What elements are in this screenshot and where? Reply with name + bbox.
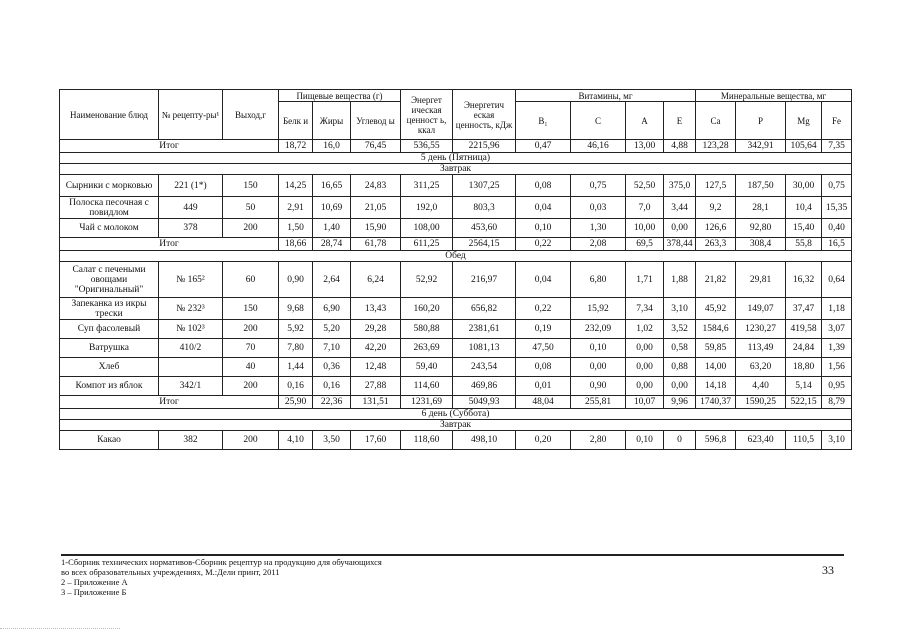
dish-value: 0,22 — [516, 298, 571, 320]
dish-value: 2381,61 — [453, 320, 516, 339]
header-nutrients: Пищевые вещества (г) — [279, 90, 401, 102]
total-value: 9,96 — [664, 396, 696, 409]
section-label: Обед — [60, 251, 852, 262]
dish-value: 1,71 — [626, 262, 664, 298]
dish-recipe — [159, 358, 223, 377]
dish-value: 45,92 — [696, 298, 736, 320]
dish-value: 126,6 — [696, 219, 736, 238]
total-value: 22,36 — [313, 396, 351, 409]
dish-value: 14,00 — [696, 358, 736, 377]
dish-value: 243,54 — [453, 358, 516, 377]
dish-value: 1,88 — [664, 262, 696, 298]
total-value: 536,55 — [401, 140, 453, 153]
dish-value: 1,44 — [279, 358, 313, 377]
total-value: 16,0 — [313, 140, 351, 153]
dish-value: 30,00 — [786, 175, 822, 197]
dish-value: 108,00 — [401, 219, 453, 238]
dish-value: 24,84 — [786, 339, 822, 358]
dish-value: 419,58 — [786, 320, 822, 339]
dish-value: 0,04 — [516, 197, 571, 219]
dish-value: 0,16 — [313, 377, 351, 396]
dish-value: 0,10 — [516, 219, 571, 238]
table-row — [60, 219, 852, 238]
dish-value: 0,95 — [822, 377, 852, 396]
total-value: 25,90 — [279, 396, 313, 409]
dish-value: 92,80 — [736, 219, 786, 238]
dish-value: 0,01 — [516, 377, 571, 396]
dish-value: 7,0 — [626, 197, 664, 219]
dish-yield: 150 — [223, 175, 279, 197]
dish-value: 9,2 — [696, 197, 736, 219]
dish-value: 0,00 — [626, 339, 664, 358]
dish-value: 596,8 — [696, 431, 736, 450]
dish-recipe: № 232³ — [159, 298, 223, 320]
header-e: Е — [664, 102, 696, 140]
dish-value: 0,75 — [822, 175, 852, 197]
dish-value: 0,90 — [571, 377, 626, 396]
header-yield: Выход,г — [223, 90, 279, 140]
total-value: 16,5 — [822, 238, 852, 251]
dish-value: 192,0 — [401, 197, 453, 219]
dish-value: 29,81 — [736, 262, 786, 298]
header-row-1 — [60, 90, 852, 102]
header-kj: Энергетич еская ценность, кДж — [453, 90, 516, 140]
header-ca: Са — [696, 102, 736, 140]
dish-name: Какао — [60, 431, 159, 450]
dish-value: 1584,6 — [696, 320, 736, 339]
dish-value: 52,92 — [401, 262, 453, 298]
section-label: 5 день (Пятница) — [60, 153, 852, 164]
header-fe: Fe — [822, 102, 852, 140]
page-number: 33 — [822, 563, 834, 577]
total-value: 1740,37 — [696, 396, 736, 409]
total-value: 18,72 — [279, 140, 313, 153]
dish-yield: 40 — [223, 358, 279, 377]
dish-value: 0,36 — [313, 358, 351, 377]
dish-value: 15,90 — [351, 219, 401, 238]
dish-yield: 50 — [223, 197, 279, 219]
section-row — [60, 409, 852, 420]
dish-value: 127,5 — [696, 175, 736, 197]
footnote-1-cont: во всех образовательных учреждениях, М.:Дели принт, 2011 — [61, 567, 280, 577]
dish-value: 469,86 — [453, 377, 516, 396]
dish-value: 0,40 — [822, 219, 852, 238]
dish-value: 1307,25 — [453, 175, 516, 197]
dish-value: 3,07 — [822, 320, 852, 339]
dish-recipe: 449 — [159, 197, 223, 219]
dish-value: 110,5 — [786, 431, 822, 450]
footnote-3: 3 – Приложение Б — [61, 587, 127, 597]
dish-value: 1,30 — [571, 219, 626, 238]
dish-value: 37,47 — [786, 298, 822, 320]
dish-value: 24,83 — [351, 175, 401, 197]
dish-value: 0,00 — [571, 358, 626, 377]
total-row — [60, 140, 852, 153]
header-vitamins: Витамины, мг — [516, 90, 696, 102]
dish-value: 5,14 — [786, 377, 822, 396]
total-value: 28,74 — [313, 238, 351, 251]
dish-value: 7,34 — [626, 298, 664, 320]
header-a: А — [626, 102, 664, 140]
table-row — [60, 358, 852, 377]
dish-value: 580,88 — [401, 320, 453, 339]
dish-recipe: 410/2 — [159, 339, 223, 358]
dish-recipe: 221 (1*) — [159, 175, 223, 197]
dish-value: 0,88 — [664, 358, 696, 377]
dish-value: 59,85 — [696, 339, 736, 358]
table-row — [60, 320, 852, 339]
dish-value: 0,10 — [571, 339, 626, 358]
dish-value: 0,08 — [516, 175, 571, 197]
dish-recipe: 382 — [159, 431, 223, 450]
dish-value: 160,20 — [401, 298, 453, 320]
dish-value: 3,10 — [664, 298, 696, 320]
dish-value: 3,10 — [822, 431, 852, 450]
total-value: 378,44 — [664, 238, 696, 251]
total-value: 1590,25 — [736, 396, 786, 409]
dish-value: 2,91 — [279, 197, 313, 219]
dish-yield: 60 — [223, 262, 279, 298]
header-kcal: Энергет ическая ценност ь, ккал — [401, 90, 453, 140]
dish-value: 656,82 — [453, 298, 516, 320]
dish-value: 15,35 — [822, 197, 852, 219]
footnote-rule — [61, 554, 844, 556]
dish-value: 803,3 — [453, 197, 516, 219]
dish-yield: 200 — [223, 431, 279, 450]
dish-value: 623,40 — [736, 431, 786, 450]
dish-value: 10,4 — [786, 197, 822, 219]
total-value: 611,25 — [401, 238, 453, 251]
total-row — [60, 238, 852, 251]
dish-value: 4,10 — [279, 431, 313, 450]
total-value: 46,16 — [571, 140, 626, 153]
dish-name: Компот из яблок — [60, 377, 159, 396]
dish-value: 0,10 — [626, 431, 664, 450]
total-row — [60, 396, 852, 409]
dish-value: 0,20 — [516, 431, 571, 450]
dish-value: 1,40 — [313, 219, 351, 238]
dish-value: 498,10 — [453, 431, 516, 450]
dish-value: 1081,13 — [453, 339, 516, 358]
dish-value: 0,90 — [279, 262, 313, 298]
dish-value: 1,39 — [822, 339, 852, 358]
total-label: Итог — [60, 140, 279, 153]
dish-value: 113,49 — [736, 339, 786, 358]
header-minerals: Минеральные вещества, мг — [696, 90, 852, 102]
header-recipe: № рецепту-ры¹ — [159, 90, 223, 140]
total-value: 2564,15 — [453, 238, 516, 251]
dish-value: 187,50 — [736, 175, 786, 197]
nutrition-table — [59, 89, 852, 450]
dish-value: 0,64 — [822, 262, 852, 298]
dish-value: 3,50 — [313, 431, 351, 450]
dish-value: 21,05 — [351, 197, 401, 219]
dish-value: 2,80 — [571, 431, 626, 450]
dish-value: 0,08 — [516, 358, 571, 377]
header-carbs: Углевод ы — [351, 102, 401, 140]
dish-value: 3,52 — [664, 320, 696, 339]
dish-value: 1,50 — [279, 219, 313, 238]
dish-value: 6,80 — [571, 262, 626, 298]
table-row — [60, 339, 852, 358]
total-value: 76,45 — [351, 140, 401, 153]
total-value: 55,8 — [786, 238, 822, 251]
header-dish-name: Наименование блюд — [60, 90, 159, 140]
dish-recipe: № 165² — [159, 262, 223, 298]
total-value: 48,04 — [516, 396, 571, 409]
total-value: 7,35 — [822, 140, 852, 153]
table-row — [60, 262, 852, 298]
dish-value: 5,20 — [313, 320, 351, 339]
dish-value: 27,88 — [351, 377, 401, 396]
total-label: Итог — [60, 238, 279, 251]
dish-value: 18,80 — [786, 358, 822, 377]
dish-value: 0,58 — [664, 339, 696, 358]
total-value: 342,91 — [736, 140, 786, 153]
dish-yield: 200 — [223, 320, 279, 339]
total-value: 2,08 — [571, 238, 626, 251]
dish-value: 0 — [664, 431, 696, 450]
total-value: 1231,69 — [401, 396, 453, 409]
dish-value: 0,00 — [664, 377, 696, 396]
dish-name: Полоска песочная с повидлом — [60, 197, 159, 219]
total-value: 131,51 — [351, 396, 401, 409]
dish-value: 59,40 — [401, 358, 453, 377]
dish-value: 232,09 — [571, 320, 626, 339]
dish-recipe: 378 — [159, 219, 223, 238]
table-row — [60, 377, 852, 396]
dish-value: 1,56 — [822, 358, 852, 377]
dish-value: 17,60 — [351, 431, 401, 450]
dish-value: 0,00 — [664, 219, 696, 238]
dish-value: 6,90 — [313, 298, 351, 320]
dish-value: 375,0 — [664, 175, 696, 197]
dish-value: 15,92 — [571, 298, 626, 320]
dish-recipe: 342/1 — [159, 377, 223, 396]
dish-value: 14,25 — [279, 175, 313, 197]
dish-value: 7,80 — [279, 339, 313, 358]
section-label: Завтрак — [60, 420, 852, 431]
table-row — [60, 175, 852, 197]
table-row — [60, 298, 852, 320]
section-label: Завтрак — [60, 164, 852, 175]
dish-value: 118,60 — [401, 431, 453, 450]
dish-name: Салат с печеными овощами "Оригинальный" — [60, 262, 159, 298]
dish-value: 29,28 — [351, 320, 401, 339]
total-value: 4,88 — [664, 140, 696, 153]
total-value: 5049,93 — [453, 396, 516, 409]
dish-value: 63,20 — [736, 358, 786, 377]
dish-value: 0,00 — [626, 358, 664, 377]
dish-value: 1,18 — [822, 298, 852, 320]
dish-value: 114,60 — [401, 377, 453, 396]
dish-value: 10,00 — [626, 219, 664, 238]
dish-value: 216,97 — [453, 262, 516, 298]
dish-value: 16,65 — [313, 175, 351, 197]
dish-value: 311,25 — [401, 175, 453, 197]
total-value: 61,78 — [351, 238, 401, 251]
dish-yield: 200 — [223, 219, 279, 238]
total-value: 2215,96 — [453, 140, 516, 153]
section-row — [60, 251, 852, 262]
total-value: 8,79 — [822, 396, 852, 409]
dish-value: 0,75 — [571, 175, 626, 197]
dish-value: 28,1 — [736, 197, 786, 219]
dish-value: 9,68 — [279, 298, 313, 320]
dish-name: Суп фасолевый — [60, 320, 159, 339]
header-p: Р — [736, 102, 786, 140]
total-value: 123,28 — [696, 140, 736, 153]
dish-yield: 70 — [223, 339, 279, 358]
total-value: 10,07 — [626, 396, 664, 409]
section-row — [60, 153, 852, 164]
dish-value: 52,50 — [626, 175, 664, 197]
dish-name: Запеканка из икры трески — [60, 298, 159, 320]
total-label: Итог — [60, 396, 279, 409]
dish-value: 16,32 — [786, 262, 822, 298]
dish-value: 4,40 — [736, 377, 786, 396]
total-value: 263,3 — [696, 238, 736, 251]
dish-name: Хлеб — [60, 358, 159, 377]
total-value: 18,66 — [279, 238, 313, 251]
dish-value: 21,82 — [696, 262, 736, 298]
dish-value: 0,03 — [571, 197, 626, 219]
dish-value: 6,24 — [351, 262, 401, 298]
header-b1: В₁ — [516, 102, 571, 140]
section-row — [60, 164, 852, 175]
total-value: 13,00 — [626, 140, 664, 153]
dish-name: Чай с молоком — [60, 219, 159, 238]
dish-value: 0,19 — [516, 320, 571, 339]
dish-value: 0,16 — [279, 377, 313, 396]
dish-value: 13,43 — [351, 298, 401, 320]
scan-artifact — [0, 628, 120, 633]
dish-value: 14,18 — [696, 377, 736, 396]
header-fat: Жиры — [313, 102, 351, 140]
dish-value: 2,64 — [313, 262, 351, 298]
table-row — [60, 431, 852, 450]
dish-value: 47,50 — [516, 339, 571, 358]
dish-value: 3,44 — [664, 197, 696, 219]
dish-name: Ватрушка — [60, 339, 159, 358]
dish-value: 263,69 — [401, 339, 453, 358]
header-c: С — [571, 102, 626, 140]
dish-value: 453,60 — [453, 219, 516, 238]
table-row — [60, 197, 852, 219]
total-value: 105,64 — [786, 140, 822, 153]
total-value: 0,22 — [516, 238, 571, 251]
dish-yield: 150 — [223, 298, 279, 320]
footnote-2: 2 – Приложение А — [61, 577, 128, 587]
dish-value: 15,40 — [786, 219, 822, 238]
total-value: 522,15 — [786, 396, 822, 409]
dish-value: 0,00 — [626, 377, 664, 396]
dish-name: Сырники с морковью — [60, 175, 159, 197]
total-value: 0,47 — [516, 140, 571, 153]
header-protein: Белк и — [279, 102, 313, 140]
total-value: 69,5 — [626, 238, 664, 251]
dish-value: 1230,27 — [736, 320, 786, 339]
total-value: 255,81 — [571, 396, 626, 409]
footnote-1: 1-Сборник технических нормативов-Сборник рецептур на продукцию для обучающихся — [61, 557, 382, 567]
dish-value: 0,04 — [516, 262, 571, 298]
dish-recipe: № 102³ — [159, 320, 223, 339]
dish-value: 5,92 — [279, 320, 313, 339]
total-value: 308,4 — [736, 238, 786, 251]
dish-value: 7,10 — [313, 339, 351, 358]
dish-value: 1,02 — [626, 320, 664, 339]
dish-value: 10,69 — [313, 197, 351, 219]
section-label: 6 день (Суббота) — [60, 409, 852, 420]
header-mg: Mg — [786, 102, 822, 140]
dish-yield: 200 — [223, 377, 279, 396]
dish-value: 42,20 — [351, 339, 401, 358]
dish-value: 149,07 — [736, 298, 786, 320]
dish-value: 12,48 — [351, 358, 401, 377]
section-row — [60, 420, 852, 431]
